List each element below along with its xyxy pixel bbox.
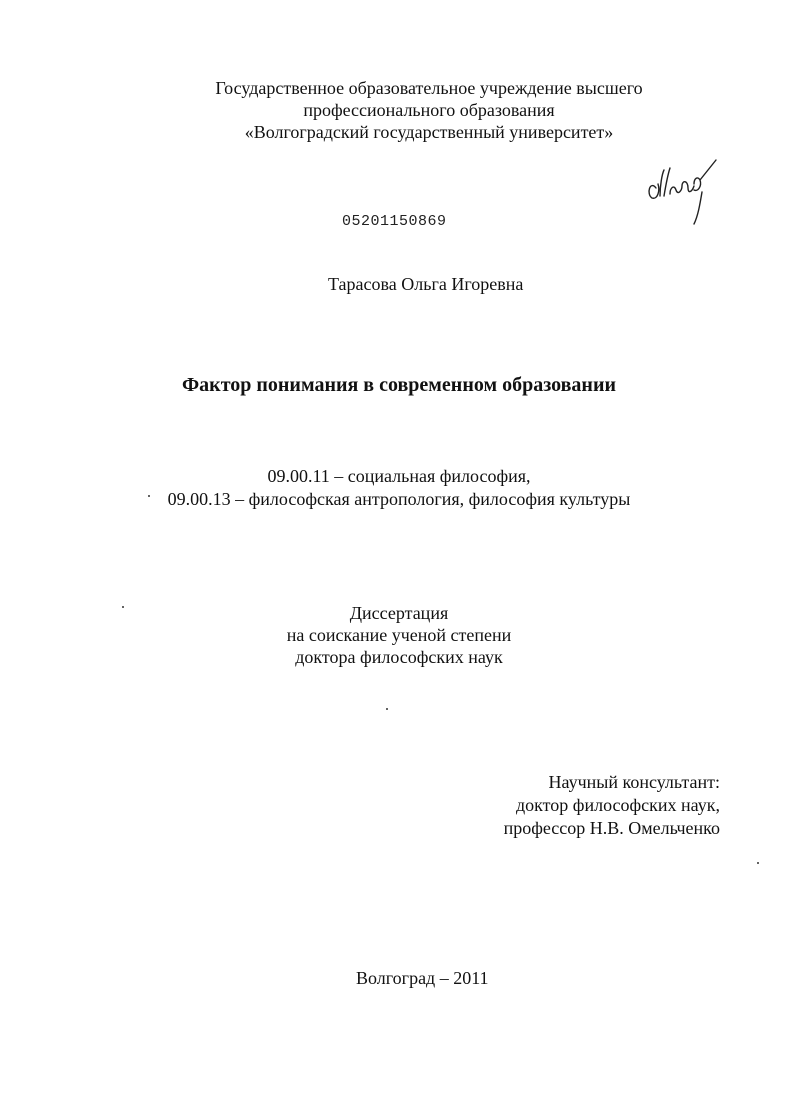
- scan-speck: [757, 862, 759, 864]
- advisor-degree: доктор философских наук,: [516, 795, 720, 815]
- dissertation-label: Диссертация: [349, 603, 449, 623]
- city-year: Волгоград – 2011: [356, 968, 489, 988]
- institution-line-3: «Волгоградский государственный университет»: [244, 122, 614, 142]
- advisor-name: профессор Н.В. Омельченко: [503, 818, 720, 838]
- specialty-1: 09.00.11 – социальная философия,: [267, 466, 531, 486]
- institution-line-2: профессионального образования: [303, 100, 555, 120]
- handwritten-signature: [642, 150, 722, 230]
- scan-speck: [122, 606, 124, 608]
- registration-code: 05201150869: [342, 213, 447, 230]
- advisor-label: Научный консультант:: [548, 772, 720, 792]
- scan-speck: [148, 495, 150, 497]
- institution-line-1: Государственное образовательное учреждение высшего: [215, 78, 643, 98]
- degree-line-2: доктора философских наук: [295, 647, 503, 667]
- scan-speck: [386, 708, 388, 710]
- dissertation-title: Фактор понимания в современном образовании: [182, 374, 616, 396]
- specialty-2: 09.00.13 – философская антропология, философия культуры: [167, 489, 631, 509]
- author-name: Тарасова Ольга Игоревна: [328, 274, 524, 294]
- degree-line-1: на соискание ученой степени: [286, 625, 512, 645]
